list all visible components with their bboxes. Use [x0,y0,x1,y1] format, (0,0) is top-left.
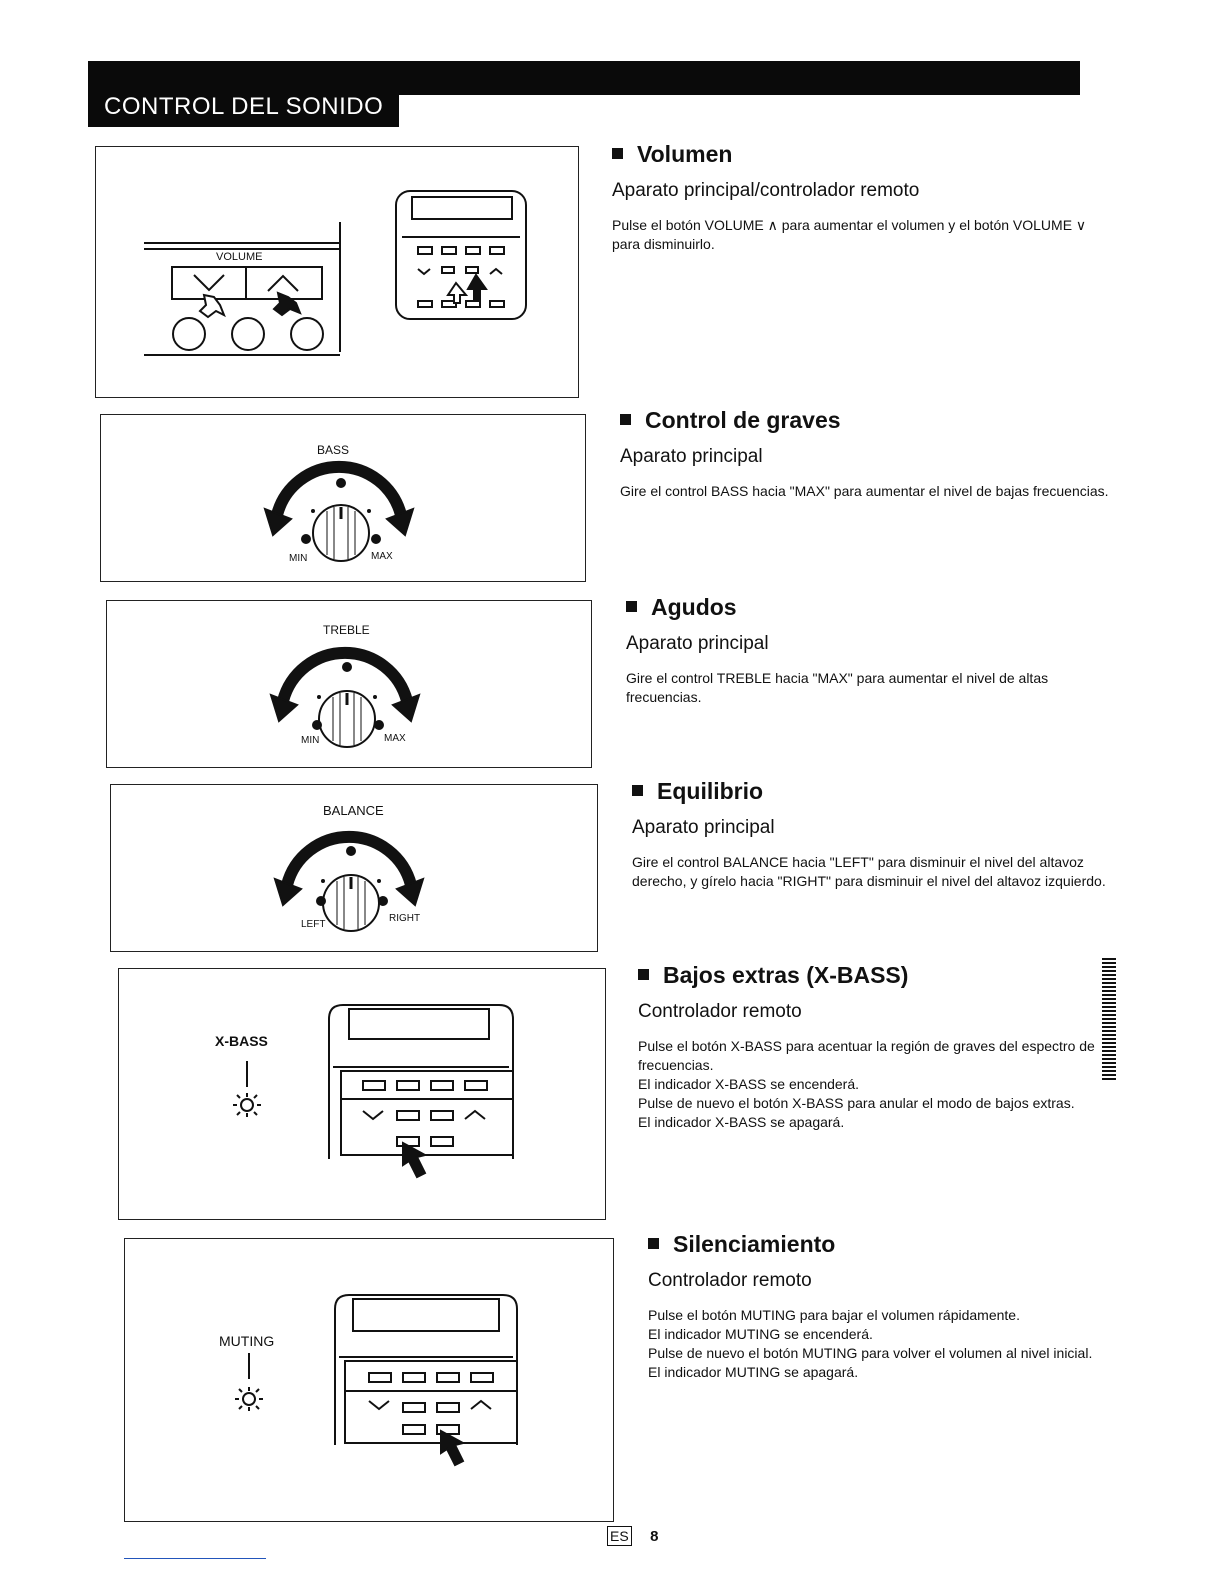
bass-min-label: MIN [289,553,308,564]
section-line: Gire el control BALANCE hacia "LEFT" para disminuir el nivel del altavoz derecho, y gírelo hacia "RIGHT" para disminuir el nivel del altavoz izquierdo. [632,854,1106,889]
section-body [632,853,1132,891]
section-line: Pulse el botón VOLUME ∧ para aumentar el volumen y el botón VOLUME ∨ para disminuirlo. [612,217,1087,252]
section-body [620,482,1120,501]
section-body [612,216,1112,254]
page-number: 8 [650,1527,659,1545]
volume-label: VOLUME [216,251,263,263]
page-footer [607,1526,658,1548]
section-subtitle: Aparato principal [626,633,769,654]
muting-remote-illustration [124,1238,614,1522]
section-xbass [638,962,1138,1132]
treble-label: TREBLE [323,623,370,637]
section-line: El indicador X-BASS se apagará. [638,1114,845,1130]
section-line: El indicador MUTING se encenderá. [648,1326,873,1342]
section-title: Silenciamiento [648,1231,1148,1258]
bass-knob-illustration [100,414,586,582]
bullet-icon [626,601,637,612]
bass-max-label: MAX [371,551,393,562]
balance-label: BALANCE [323,803,384,818]
section-line: Gire el control BASS hacia "MAX" para aumentar el nivel de bajas frecuencias. [620,483,1109,499]
section-subtitle: Controlador remoto [638,1001,802,1022]
balance-knob-illustration [110,784,598,952]
section-line: Gire el control TREBLE hacia "MAX" para aumentar el nivel de altas frecuencias. [626,670,1049,705]
section-title: Equilibrio [632,778,1132,805]
section-title: Volumen [612,141,1112,168]
bass-label: BASS [317,443,350,457]
section-line: Pulse el botón MUTING para bajar el volumen rápidamente. [648,1307,1020,1323]
section-line: El indicador MUTING se apagará. [648,1364,859,1380]
section-subtitle: Aparato principal/controlador remoto [612,180,920,201]
section-line: Pulse el botón X-BASS para acentuar la región de graves del espectro de frecuencias. [638,1038,1095,1073]
section-bass [620,407,1120,501]
xbass-label: X-BASS [215,1033,268,1049]
edge-index-marks [1102,958,1116,1082]
bullet-icon [612,148,623,159]
bullet-icon [638,969,649,980]
section-title: Bajos extras (X-BASS) [638,962,1138,989]
section-line: El indicador X-BASS se encenderá. [638,1076,860,1092]
bottom-rule [124,1558,266,1559]
section-subtitle: Aparato principal [620,446,763,467]
treble-min-label: MIN [301,735,320,746]
bullet-icon [620,414,631,425]
treble-knob-illustration [106,600,592,768]
section-subtitle: Controlador remoto [648,1270,812,1291]
section-body [638,1037,1138,1132]
section-body [626,669,1126,707]
volume-illustration [95,146,579,398]
section-muting [648,1231,1148,1382]
page-header [88,61,1080,129]
muting-label: MUTING [219,1333,275,1349]
balance-left-label: LEFT [301,919,326,930]
section-balance [632,778,1132,891]
section-volume [612,141,1112,254]
section-title: Control de graves [620,407,1120,434]
bullet-icon [632,785,643,796]
section-line: Pulse de nuevo el botón X-BASS para anular el modo de bajos extras. [638,1095,1075,1111]
bullet-icon [648,1238,659,1249]
section-treble [626,594,1126,707]
language-badge: ES [607,1526,632,1546]
section-subtitle: Aparato principal [632,817,775,838]
balance-right-label: RIGHT [389,913,421,924]
xbass-remote-illustration [118,968,606,1220]
section-line: Pulse de nuevo el botón MUTING para volver el volumen al nivel inicial. [648,1345,1093,1361]
page-title: CONTROL DEL SONIDO [88,87,399,127]
treble-max-label: MAX [384,733,406,744]
section-title: Agudos [626,594,1126,621]
section-body [648,1306,1148,1382]
